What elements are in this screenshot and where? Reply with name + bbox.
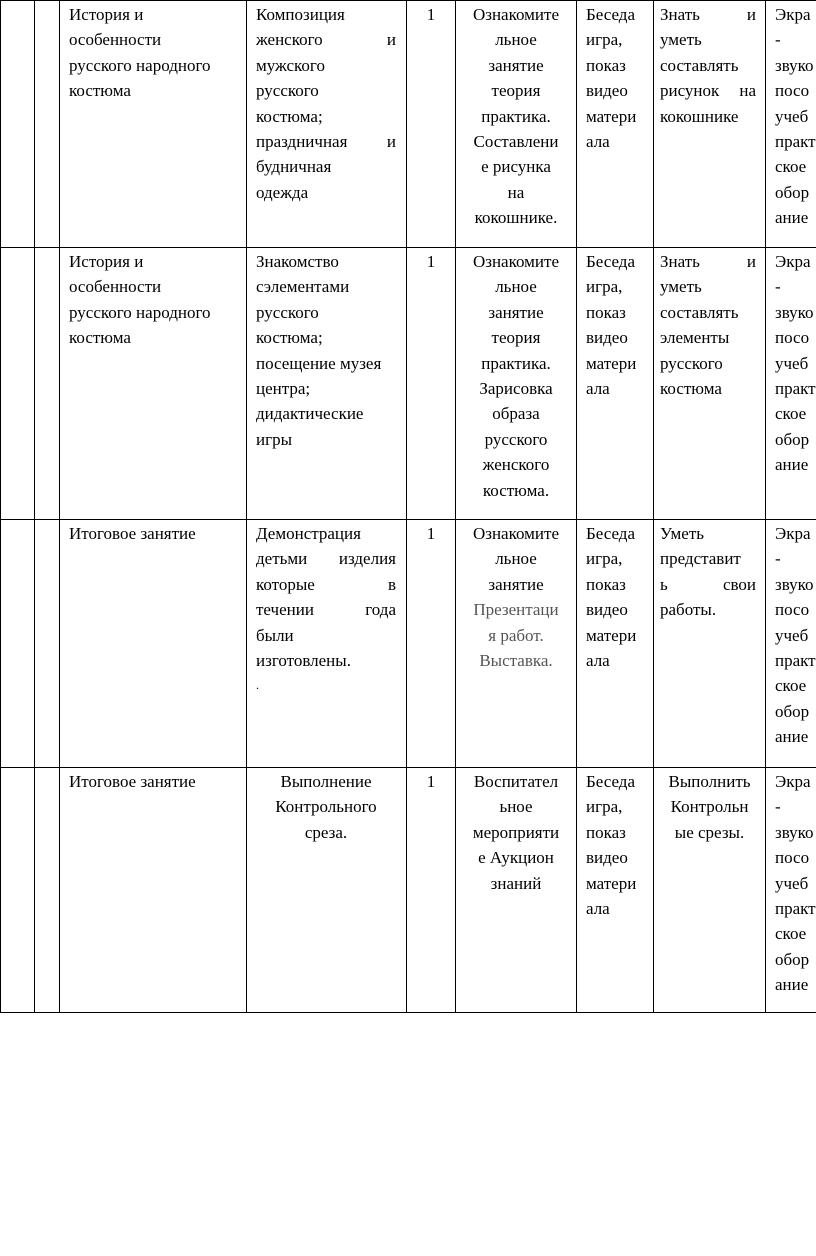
date-cell: [35, 248, 60, 520]
form-cell: Ознакомите льное занятие теория практика. Составлени е рисунка на кокошнике.: [456, 1, 577, 248]
hours-cell: 1: [407, 248, 456, 520]
topic-cell: Итоговое занятие: [60, 520, 247, 768]
methods-cell: Беседа игра, показ видео матери ала: [577, 1, 654, 248]
form-cell: Воспитател ьное мероприяти е Аукцион знаний: [456, 768, 577, 1013]
result-cell: Знать и уметь составлять рисунок на кокошнике: [654, 1, 766, 248]
equipment-cell: Экра - звуко посо учеб практ ское обор ание: [766, 1, 816, 248]
row-number-cell: [1, 1, 35, 248]
equipment-cell: Экра - звуко посо учеб практ ское обор ание: [766, 248, 816, 520]
hours-cell: 1: [407, 768, 456, 1013]
equipment-cell: Экра - звуко посо учеб практ ское обор ание: [766, 768, 816, 1013]
topic-cell: История и особенности русского народного костюма: [60, 1, 247, 248]
result-cell: Выполнить Контрольн ые срезы.: [654, 768, 766, 1013]
topic-cell: История и особенности русского народного костюма: [60, 248, 247, 520]
date-cell: [35, 1, 60, 248]
content-cell: Знакомство сэлементами русского костюма; посещение музея центра; дидактические игры: [247, 248, 407, 520]
methods-cell: Беседа игра, показ видео матери ала: [577, 520, 654, 768]
result-cell: Уметь представит ь свои работы.: [654, 520, 766, 768]
table-row: [1, 768, 816, 1013]
table-row: [1, 520, 816, 768]
content-cell: Демонстрация детьми изделия которые в течении года были изготовлены. .: [247, 520, 407, 768]
table-row: [1, 248, 816, 520]
form-cell: Ознакомите льное занятие Презентаци я работ. Выставка.: [456, 520, 577, 768]
equipment-cell: Экра - звуко посо учеб практ ское обор ание: [766, 520, 816, 768]
hours-cell: 1: [407, 1, 456, 248]
row-number-cell: [1, 248, 35, 520]
result-cell: Знать и уметь составлять элементы русского костюма: [654, 248, 766, 520]
table-row: [1, 1, 816, 248]
content-cell: Композиция женского и мужского русского костюма; праздничная и будничная одежда: [247, 1, 407, 248]
form-cell: Ознакомите льное занятие теория практика. Зарисовка образа русского женского костюма.: [456, 248, 577, 520]
content-cell: Выполнение Контрольного среза.: [247, 768, 407, 1013]
hours-cell: 1: [407, 520, 456, 768]
topic-cell: Итоговое занятие: [60, 768, 247, 1013]
row-number-cell: [1, 768, 35, 1013]
methods-cell: Беседа игра, показ видео матери ала: [577, 768, 654, 1013]
date-cell: [35, 520, 60, 768]
methods-cell: Беседа игра, показ видео матери ала: [577, 248, 654, 520]
row-number-cell: [1, 520, 35, 768]
stray-dot: .: [256, 678, 259, 693]
date-cell: [35, 768, 60, 1013]
